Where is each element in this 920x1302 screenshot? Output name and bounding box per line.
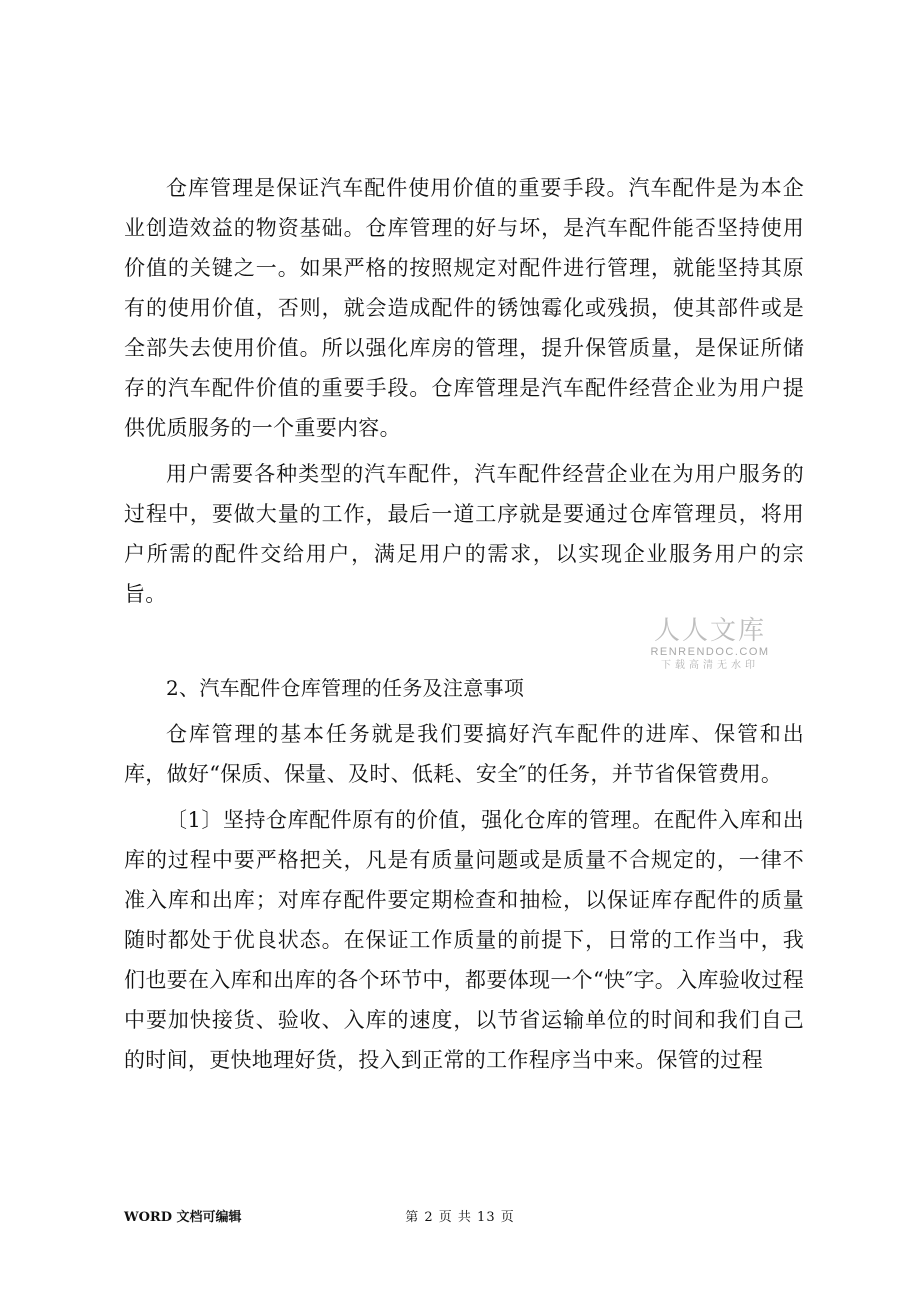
footer-page-number: 第 2 页 共 13 页 bbox=[405, 1210, 515, 1225]
watermark-title: 人人文库 bbox=[653, 616, 766, 646]
watermark-subtitle: 下载高清无水印 bbox=[661, 660, 759, 671]
paragraph-4: 〔1〕坚持仓库配件原有的价值，强化仓库的管理。在配件入库和出库的过程中要严格把关，凡是有质量问题或是质量不合规定的，一律不准入库和出库；对库存配件要定期检查和抽检，以保证库存配件的质量随时都处于优良状态。在保证工作质量的前提下，日常的工作当中，我们也要在入库和出库的各个环节中，都要体现一个“快″字。入库验收过程中要加快接货、验收、入库的速度，以节省运输单位的时间和我们自己的时间，更快地理好货，投入到正常的工作程序当中来。保管的过程 bbox=[124, 808, 804, 1072]
paragraph-1: 仓库管理是保证汽车配件使用价值的重要手段。汽车配件是为本企业创造效益的物资基础。仓库管理的好与坏，是汽车配件能否坚持使用价值的关键之一。如果严格的按照规定对配件进行管理，就能坚持其原有的使用价值，否则，就会造成配件的锈蚀霉化或残损，使其部件或是全部失去使用价值。所以强化库房的管理，提升保管质量，是保证所储存的汽车配件价值的重要手段。仓库管理是汽车配件经营企业为用户提供优质服务的一个重要内容。 bbox=[124, 176, 804, 440]
paragraph-2: 用户需要各种类型的汽车配件，汽车配件经营企业在为用户服务的过程中，要做大量的工作，最后一道工序就是要通过仓库管理员，将用户所需的配件交给用户，满足用户的需求，以实现企业服务用户的宗旨。 bbox=[124, 462, 804, 606]
watermark-domain: RENRENDOC.COM bbox=[650, 646, 770, 658]
paragraph-3: 仓库管理的基本任务就是我们要搞好汽车配件的进库、保管和出库，做好“保质、保量、及时、低耗、安全″的任务，并节省保管费用。 bbox=[124, 722, 804, 786]
section-heading: 2、汽车配件仓库管理的任务及注意事项 bbox=[166, 676, 525, 700]
watermark bbox=[645, 616, 775, 672]
footer-editable-label: WORD 文档可编辑 bbox=[124, 1210, 242, 1225]
